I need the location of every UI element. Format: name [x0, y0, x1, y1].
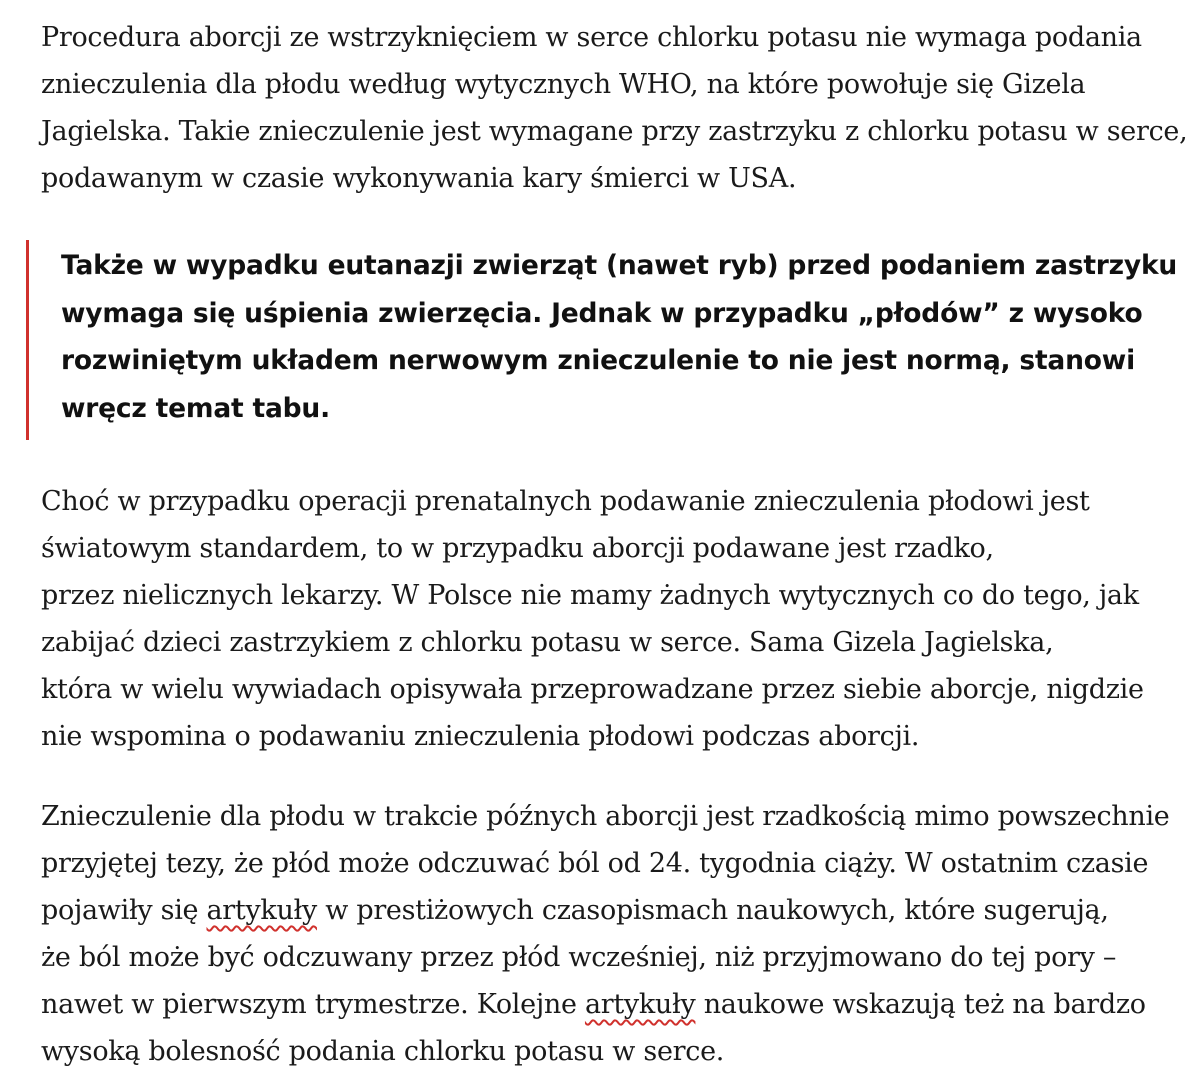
text-line: znieczulenia dla płodu według wytycznych WHO, na które powołuje się Gizela	[41, 69, 1086, 100]
text-segment: naukowe wskazują też na bardzo	[695, 989, 1146, 1020]
paragraph-prenatal-operations	[41, 478, 1181, 760]
text-line: Znieczulenie dla płodu w trakcie późnych aborcji jest rzadkością mimo powszechnie	[41, 801, 1170, 832]
text-line: przez nielicznych lekarzy. W Polsce nie mamy żadnych wytycznych co do tego, jak	[41, 580, 1139, 611]
quote-line: rozwiniętym układem nerwowym znieczulenie to nie jest normą, stanowi	[61, 345, 1135, 376]
text-segment: nawet w pierwszym trymestrze. Kolejne	[41, 989, 585, 1020]
text-line	[41, 887, 1181, 934]
text-segment: w prestiżowych czasopismach naukowych, które sugerują,	[316, 895, 1109, 926]
text-line: która w wielu wywiadach opisywała przeprowadzane przez siebie aborcje, nigdzie	[41, 674, 1144, 705]
text-line	[41, 981, 1181, 1028]
pull-quote-text	[61, 242, 1181, 432]
paragraph-fetal-pain	[41, 793, 1181, 1075]
article-body	[41, 14, 1188, 1075]
text-line: przyjętej tezy, że płód może odczuwać ból od 24. tygodnia ciąży. W ostatnim czasie	[41, 848, 1149, 879]
quote-line: Także w wypadku eutanazji zwierząt (nawet ryb) przed podaniem zastrzyku	[61, 250, 1178, 281]
articles-link-2[interactable]: artykuły	[584, 989, 696, 1020]
pull-quote	[26, 240, 1181, 440]
text-line: nie wspomina o podawaniu znieczulenia płodowi podczas aborcji.	[41, 721, 920, 752]
text-line: Choć w przypadku operacji prenatalnych podawanie znieczulenia płodowi jest	[41, 486, 1090, 517]
quote-line: wręcz temat tabu.	[61, 392, 330, 424]
text-line: Procedura aborcji ze wstrzyknięciem w serce chlorku potasu nie wymaga podania	[41, 22, 1142, 53]
articles-link-1[interactable]: artykuły	[206, 895, 317, 926]
text-line: Jagielska. Takie znieczulenie jest wymagane przy zastrzyku z chlorku potasu w serce,	[41, 116, 1188, 147]
text-line: światowym standardem, to w przypadku aborcji podawane jest rzadko,	[41, 533, 994, 564]
text-line: wysoką bolesność podania chlorku potasu w serce.	[41, 1036, 725, 1067]
text-line: że ból może być odczuwany przez płód wcześniej, niż przyjmowano do tej pory –	[41, 942, 1117, 973]
paragraph-who-guidelines	[41, 14, 1188, 202]
text-segment: pojawiły się	[41, 895, 207, 926]
quote-line: wymaga się uśpienia zwierzęcia. Jednak w przypadku „płodów” z wysoko	[61, 297, 1143, 329]
text-line: zabijać dzieci zastrzykiem z chlorku potasu w serce. Sama Gizela Jagielska,	[41, 627, 1054, 658]
text-line: podawanym w czasie wykonywania kary śmierci w USA.	[41, 163, 797, 194]
